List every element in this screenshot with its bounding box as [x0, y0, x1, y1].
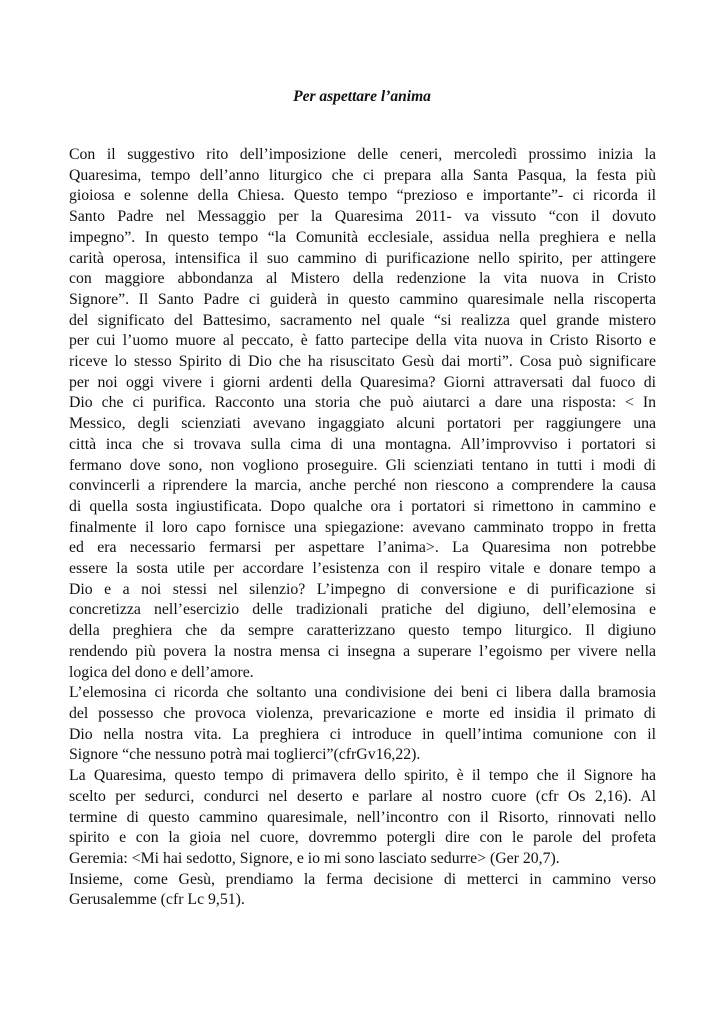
- text-line: gioiosa e solenne della Chiesa. Questo tempo “prezioso e importante”- ci ricorda il: [69, 187, 656, 205]
- text-line: del possesso che provoca violenza, prevaricazione e morte ed insidia il primato di: [69, 704, 656, 722]
- text-line: Dio e a noi stessi nel silenzio? L’impegno di conversione e di purificazione si: [69, 580, 656, 598]
- text-line: per noi oggi vivere i giorni ardenti della Quaresima? Giorni attraversati dal fuoco di: [69, 373, 656, 391]
- text-line: Insieme, come Gesù, prendiamo la ferma decisione di metterci in cammino verso: [69, 870, 656, 888]
- paragraph: [69, 683, 656, 766]
- text-line: Quaresima, tempo dell’anno liturgico che ci prepara alla Santa Pasqua, la festa più: [69, 166, 656, 184]
- text-line: convincerli a riprendere la marcia, anche perché non riescono a comprendere la causa: [69, 477, 656, 495]
- text-line: scelto per sedurci, condurci nel deserto e parlare al nostro cuore (cfr Os 2,16). Al: [69, 787, 656, 805]
- text-line: Signore “che nessuno potrà mai toglierci”(cfrGv16,22).: [69, 746, 421, 764]
- text-line: concretizza nell’esercizio delle tradizionali pratiche del digiuno, dell’elemosina e: [69, 601, 656, 619]
- text-line: Signore”. Il Santo Padre ci guiderà in questo cammino quaresimale nella riscoperta: [69, 290, 656, 308]
- text-line: ed era necessario fermarsi per aspettare l’anima>. La Quaresima non potrebbe: [69, 539, 656, 557]
- text-line: Con il suggestivo rito dell’imposizione delle ceneri, mercoledì prossimo inizia la: [69, 146, 656, 163]
- paragraph: [69, 145, 656, 683]
- text-line: essere la sosta utile per accordare l’esistenza con il respiro vitale e donare tempo a: [69, 560, 656, 578]
- text-line: della preghiera che da sempre caratterizzano questo tempo liturgico. Il digiuno: [69, 622, 656, 640]
- text-line: rendendo più povera la nostra mensa ci insegna a superare l’egoismo per vivere nella: [69, 642, 656, 660]
- paragraph: [69, 766, 656, 870]
- text-line: del significato del Battesimo, sacramento nel quale “si realizza quel grande mistero: [69, 311, 656, 329]
- text-line: La Quaresima, questo tempo di primavera dello spirito, è il tempo che il Signore ha: [69, 767, 656, 785]
- text-line: Geremia: <Mi hai sedotto, Signore, e io mi sono lasciato sedurre> (Ger 20,7).: [69, 849, 560, 867]
- paragraph: [69, 870, 656, 911]
- text-line: fermano dove sono, non vogliono proseguire. Gli scienziati tentano in tutti i modi di: [69, 456, 656, 474]
- text-line: Dio che ci purifica. Racconto una storia che può aiutarci a dare una risposta: < In: [69, 394, 656, 412]
- document-body: [69, 145, 656, 911]
- text-line: spirito e con la gioia nel cuore, dovremmo potergli dire con le parole del profeta: [69, 829, 656, 847]
- document-title: Per aspettare l’anima: [293, 88, 431, 105]
- text-line: logica del dono e dell’amore.: [69, 663, 254, 681]
- text-line: città inca che si trovava sulla cima di una montagna. All’improvviso i portatori si: [69, 435, 656, 453]
- text-line: per cui l’uomo muore al peccato, è fatto partecipe della vita nuova in Cristo Risorto e: [69, 332, 656, 350]
- text-line: termine di questo cammino quaresimale, nell’incontro con il Risorto, rinnovati nello: [69, 808, 656, 826]
- text-line: Dio nella nostra vita. La preghiera ci introduce in quell’intima comunione con il: [69, 725, 656, 743]
- text-line: di quella sosta ingiustificata. Dopo qualche ora i portatori si rimettono in cammino e: [69, 497, 656, 515]
- text-line: riceve lo stesso Spirito di Dio che ha risuscitato Gesù dai morti”. Cosa può significare: [69, 353, 656, 371]
- text-line: con maggiore abbondanza al Mistero della redenzione la vita nuova in Cristo: [69, 270, 656, 288]
- text-line: Gerusalemme (cfr Lc 9,51).: [69, 891, 245, 909]
- text-line: impegno”. In questo tempo “la Comunità ecclesiale, assidua nella preghiera e nella: [69, 228, 656, 246]
- text-line: Santo Padre nel Messaggio per la Quaresima 2011- va vissuto “con il dovuto: [69, 208, 656, 226]
- text-line: L’elemosina ci ricorda che soltanto una condivisione dei beni ci libera dalla bramosia: [69, 684, 656, 702]
- text-line: finalmente il loro capo fornisce una spiegazione: avevano camminato troppo in fretta: [69, 518, 656, 536]
- text-line: carità operosa, intensifica il suo cammino di purificazione nello spirito, per attingere: [69, 249, 656, 267]
- text-line: Messico, degli scienziati avevano ingaggiato alcuni portatori per raggiungere una: [69, 415, 656, 433]
